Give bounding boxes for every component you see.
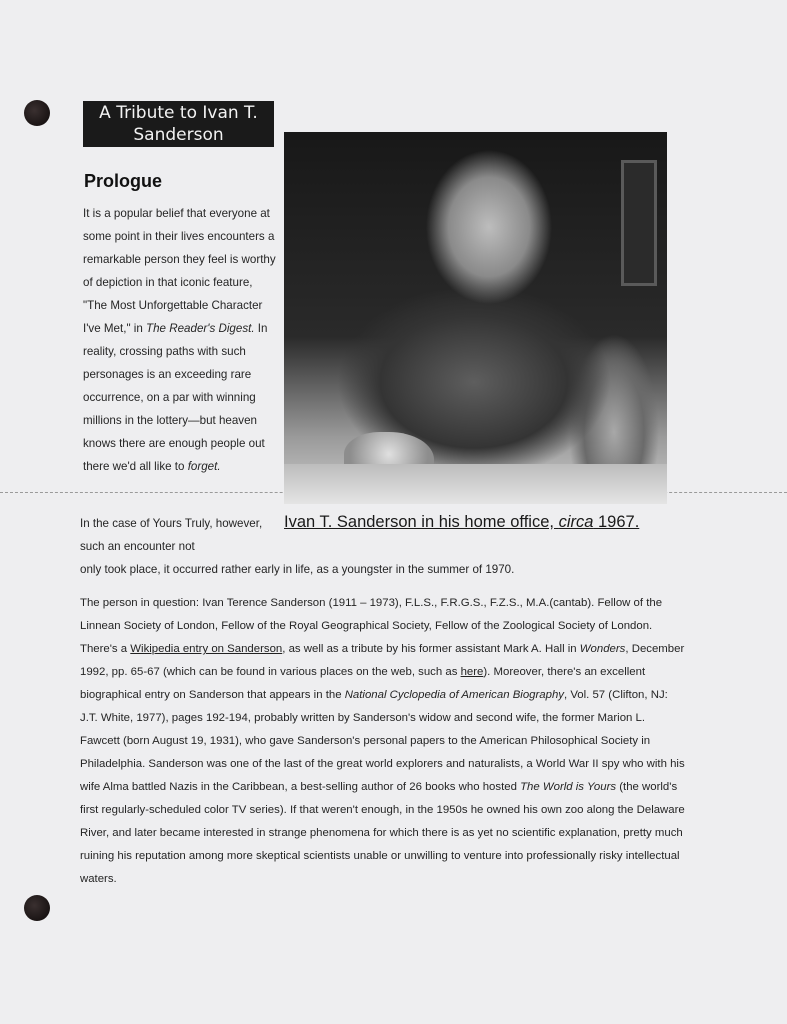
paragraph-2 <box>80 592 685 891</box>
para2-text-1: The person in question: Ivan Terence Sanderson (1911 – 1973), F.L.S., F.R.G.S., F.Z.S., M.A.(cantab). Fellow of the Linnean Society of London, Fellow of the Royal Geographical Society, Fellow of the Zoological Society of London. There's a <box>80 597 663 655</box>
para2-text-3: , December 1992, pp. 65-67 (which can be found in various places on the web, such as <box>80 643 685 678</box>
intro-forget: forget. <box>187 460 221 473</box>
title-line-1: A Tribute to Ivan T. <box>99 103 258 123</box>
intro-text-a: It is a popular belief that everyone at some point in their lives encounters a remarkable person they feel is worthy of depiction in that iconic feature, "The Most Unforgettable Character I've Met," in <box>83 207 276 335</box>
intro-readers-digest: The Reader's Digest. <box>146 322 255 335</box>
caption-text-a: Ivan T. Sanderson in his home office, <box>284 513 559 531</box>
caption-circa: circa <box>558 513 594 531</box>
here-link[interactable]: here <box>460 666 484 678</box>
prologue-heading: Prologue <box>84 171 163 191</box>
para2-world-is-yours: The World is Yours <box>520 781 617 793</box>
para2-text-4: ). Moreover, there's an excellent biographical entry on Sanderson that appears in the <box>80 666 646 701</box>
paragraph-1-last-line: only took place, it occurred rather early in life, as a youngster in the summer of 1970. <box>80 563 515 576</box>
photo-caption <box>284 513 667 532</box>
title-line-2: Sanderson <box>133 125 224 145</box>
paragraph-1-continued: In the case of Yours Truly, however, such an encounter not <box>80 517 263 553</box>
wikipedia-link[interactable]: Wikipedia entry on Sanderson <box>130 643 283 655</box>
punch-hole-bottom <box>24 895 50 921</box>
sanderson-photo <box>284 132 667 504</box>
para2-text-2: , as well as a tribute by his former assistant Mark A. Hall in <box>282 643 580 655</box>
para2-text-5: , Vol. 57 (Clifton, NJ: J.T. White, 1977), pages 192-194, probably written by Sanderson's widow and second wife, the former Marion L. Fawcett (born August 19, 1931), who gave Sanderson's personal papers to the American Philosophical Society in Philadelphia. Sanderson was one of the last of the great world explorers and naturalists, a World War II spy who with his wife Alma battled Nazis in the Caribbean, a best-selling author of 26 books who hosted <box>80 689 685 793</box>
photo-wall-frame <box>621 160 657 286</box>
photo-desk <box>284 464 667 504</box>
intro-text-b: In reality, crossing paths with such personages is an exceeding rare occurrence, on a par with winning millions in the lottery—but heaven knows there are enough people out there we'd all like to <box>83 322 268 473</box>
page-title <box>83 101 274 147</box>
punch-hole-top <box>24 100 50 126</box>
para2-cyclopedia: National Cyclopedia of American Biography <box>344 689 564 701</box>
intro-paragraph <box>83 202 279 478</box>
para2-wonders: Wonders <box>579 643 626 655</box>
para2-text-6: (the world's first regularly-scheduled color TV series). If that weren't enough, in the 1950s he owned his own zoo along the Delaware River, and later became interested in strange phenomena for which there is as yet no scientific explanation, pretty much ruining his reputation among more skeptical scientists unable or unwilling to venture into professionally risky intellectual waters. <box>80 781 685 885</box>
caption-text-b: 1967. <box>593 513 640 531</box>
